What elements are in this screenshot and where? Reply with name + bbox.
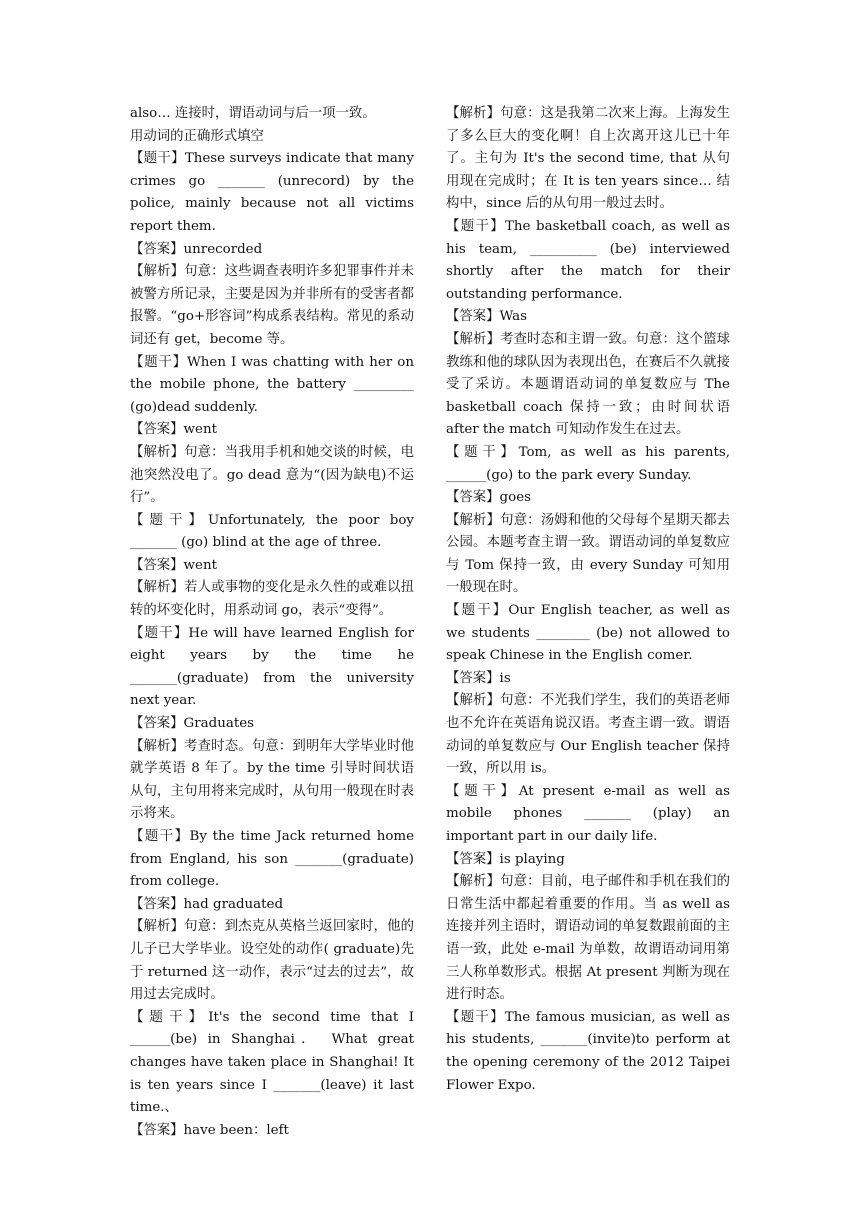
- paragraph: also… 连接时，谓语动词与后一项一致。: [130, 106, 376, 121]
- question-stem: 【题干】Unfortunately, the poor boy _______ (go) blind at the age of three.: [130, 512, 414, 551]
- answer: 【答案】had graduated: [130, 896, 284, 912]
- answer: 【答案】is: [446, 670, 511, 686]
- answer: 【答案】Was: [446, 309, 528, 325]
- question-stem: 【题干】Our English teacher, as well as we students ________ (be) not allowed to speak Chinese in the English comer.: [446, 603, 730, 664]
- explanation: 【解析】句意：汤姆和他的父母每个星期天都去公园。本题考查主谓一致。谓语动词的单复数应与 Tom 保持一致，由 every Sunday 可知用一般现在时。: [446, 512, 730, 596]
- question-stem: 【题干】He will have learned English for eight years by the time he _______(graduate) from the university next year.: [130, 625, 414, 709]
- explanation: 【解析】句意：不光我们学生，我们的英语老师也不允许在英语角说汉语。考查主谓一致。谓语动词的单复数应与 Our English teacher 保持一致，所以用 is。: [446, 693, 730, 777]
- explanation: 【解析】考查时态和主谓一致。句意：这个篮球教练和他的球队因为表现出色，在赛后不久就接受了采访。本题谓语动词的单复数应与 The basketball coach 保持一致；由时间状语 after the match 可知动作发生在过去。: [446, 331, 730, 438]
- question-stem: 【题干】These surveys indicate that many crimes go _______ (unrecord) by the police, mainly because not all victims report them.: [130, 151, 414, 234]
- explanation: 【解析】句意：这些调查表明许多犯罪事件并未被警方所记录，主要是因为并非所有的受害者都报警。“go+形容词”构成系表结构。常见的系动词还有 get，become 等。: [130, 264, 414, 347]
- answer: 【答案】went: [130, 422, 217, 438]
- question-stem: 【题干】The basketball coach, as well as his team, __________ (be) interviewed shortly after the match for their outstanding performance.: [446, 218, 730, 302]
- question-stem: 【题干】Tom, as well as his parents, ______(go) to the park every Sunday.: [446, 444, 730, 483]
- question-stem: 【题干】At present e-mail as well as mobile phones _______ (play) an important part in our daily life.: [446, 783, 730, 844]
- answer: 【答案】unrecorded: [130, 241, 263, 257]
- explanation: 【解析】句意：这是我第二次来上海。上海发生了多么巨大的变化啊！自上次离开这儿已十年了。主句为 It's the second time, that 从句用现在完成时；在 It is ten years since… 结构中，since 后的从句用一般过去时。: [446, 106, 730, 212]
- right-column: [446, 103, 730, 1097]
- answer: 【答案】Graduates: [130, 716, 255, 732]
- answer: 【答案】have been：left: [130, 1122, 289, 1138]
- question-stem: 【题干】It's the second time that I ______(be) in Shanghai． What great changes have taken place in Shanghai! It is ten years since I _______(leave) it last time.、: [130, 1009, 414, 1116]
- paragraph: 用动词的正确形式填空: [130, 128, 264, 144]
- explanation: 【解析】句意：到杰克从英格兰返回家时，他的儿子已大学毕业。设空处的动作( graduate)先于 returned 这一动作，表示“过去的过去”，故用过去完成时。: [130, 919, 414, 1003]
- explanation: 【解析】句意：当我用手机和她交谈的时候，电池突然没电了。go dead 意为“(因为缺电)不运行”。: [130, 444, 414, 506]
- left-column: [130, 103, 414, 1142]
- question-stem: 【题干】By the time Jack returned home from England, his son _______(graduate) from college.: [130, 829, 414, 890]
- explanation: 【解析】若人或事物的变化是永久性的或难以扭转的坏变化时，用系动词 go，表示“变得”。: [130, 580, 414, 619]
- explanation: 【解析】考查时态。句意：到明年大学毕业时他就学英语 8 年了。by the time 引导时间状语从句，主句用将来完成时，从句用一般现在时表示将来。: [130, 738, 414, 822]
- answer: 【答案】is playing: [446, 851, 565, 867]
- question-stem: 【题干】When I was chatting with her on the mobile phone, the battery _________ (go)dead suddenly.: [130, 354, 414, 415]
- explanation: 【解析】句意：目前，电子邮件和手机在我们的日常生活中都起着重要的作用。当 as well as 连接并列主语时，谓语动词的单复数跟前面的主语一致，此处 e-mail 为单数，故谓语动词用第三人称单数形式。根据 At present 判断为现在进行时态。: [446, 874, 730, 1003]
- answer: 【答案】went: [130, 557, 217, 573]
- answer: 【答案】goes: [446, 490, 531, 506]
- question-stem: 【题干】The famous musician, as well as his students, _______(invite)to perform at the opening ceremony of the 2012 Taipei Flower Expo.: [446, 1009, 730, 1093]
